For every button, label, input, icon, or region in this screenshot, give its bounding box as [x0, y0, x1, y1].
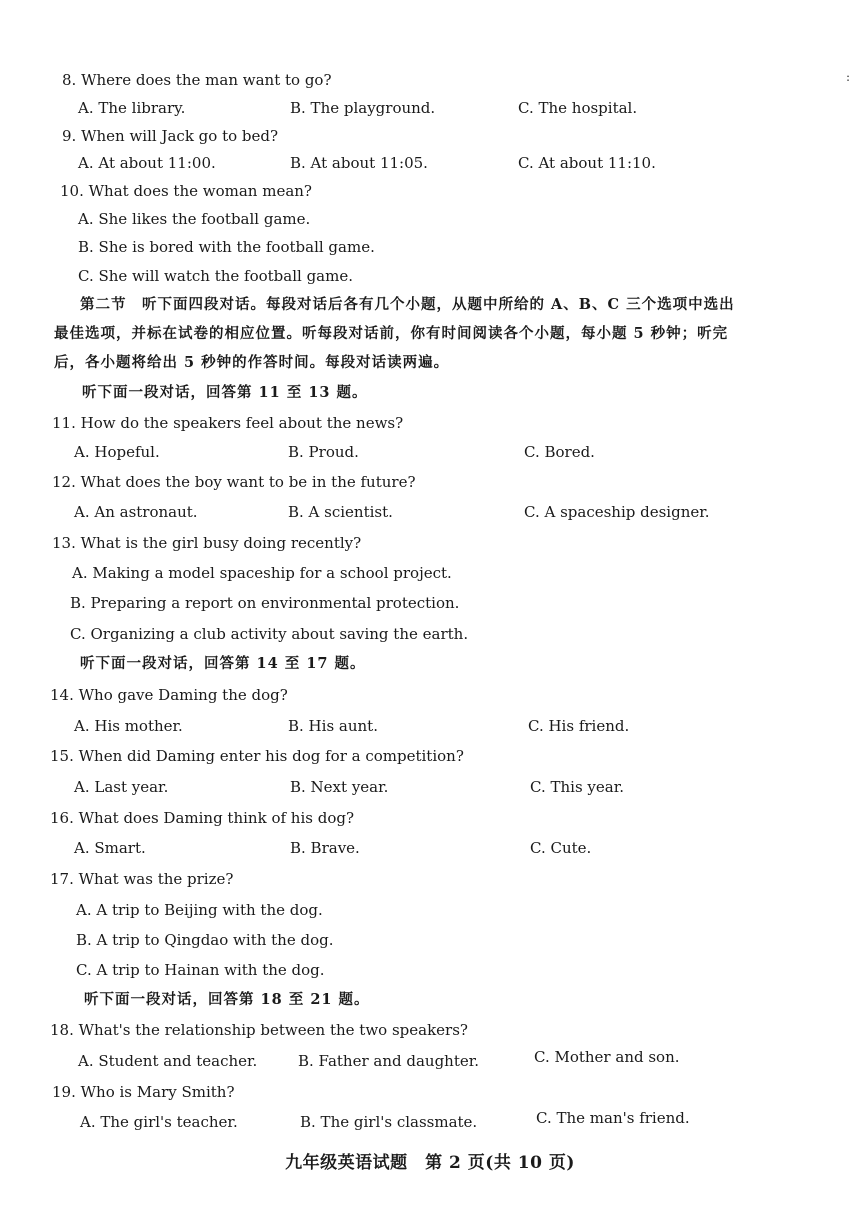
question-15-option-c: C. This year.	[530, 778, 624, 796]
question-18-option-a: A. Student and teacher.	[78, 1052, 258, 1070]
page-footer: 九年级英语试题 第 2 页(共 10 页)	[285, 1153, 575, 1173]
question-12-option-a: A. An astronaut.	[74, 503, 198, 521]
question-17-stem: 17. What was the prize?	[50, 870, 234, 888]
question-15-stem: 15. When did Daming enter his dog for a competition?	[50, 747, 464, 765]
question-17-option-c: C. A trip to Hainan with the dog.	[76, 961, 325, 979]
question-19-stem: 19. Who is Mary Smith?	[52, 1083, 235, 1101]
question-9-option-a: A. At about 11:00.	[78, 154, 216, 172]
question-16-option-b: B. Brave.	[290, 839, 360, 857]
question-13-option-a: A. Making a model spaceship for a school project.	[72, 564, 452, 582]
question-11-option-b: B. Proud.	[288, 443, 359, 461]
question-14-option-b: B. His aunt.	[288, 717, 378, 735]
question-14-stem: 14. Who gave Daming the dog?	[50, 686, 288, 704]
question-13-option-c: C. Organizing a club activity about saving the earth.	[70, 625, 469, 643]
question-18-stem: 18. What's the relationship between the two speakers?	[50, 1021, 468, 1039]
question-11-stem: 11. How do the speakers feel about the news?	[52, 414, 404, 432]
section2-instructions-line2: 最佳选项，并标在试卷的相应位置。听每段对话前，你有时间阅读各个小题，每小题 5 秒钟；听完	[54, 325, 729, 342]
question-8-option-a: A. The library.	[78, 99, 186, 117]
section2-instructions-line3: 后，各小题将给出 5 秒钟的作答时间。每段对话读两遍。	[54, 354, 450, 371]
question-13-option-b: B. Preparing a report on environmental protection.	[70, 594, 460, 612]
question-16-stem: 16. What does Daming think of his dog?	[50, 809, 354, 827]
question-12-stem: 12. What does the boy want to be in the future?	[52, 473, 416, 491]
question-16-option-a: A. Smart.	[74, 839, 146, 857]
dialog-intro-3: 听下面一段对话，回答第 18 至 21 题。	[84, 991, 370, 1008]
question-8-stem: 8. Where does the man want to go?	[62, 71, 332, 89]
question-19-option-b: B. The girl's classmate.	[300, 1113, 478, 1131]
question-9-option-c: C. At about 11:10.	[518, 154, 656, 172]
question-18-option-b: B. Father and daughter.	[298, 1052, 480, 1070]
question-17-option-b: B. A trip to Qingdao with the dog.	[76, 931, 334, 949]
question-10-stem: 10. What does the woman mean?	[60, 182, 312, 200]
question-14-option-c: C. His friend.	[528, 717, 630, 735]
question-19-option-c: C. The man's friend.	[536, 1109, 690, 1127]
question-16-option-c: C. Cute.	[530, 839, 592, 857]
question-15-option-a: A. Last year.	[74, 778, 169, 796]
question-12-option-c: C. A spaceship designer.	[524, 503, 710, 521]
section2-instructions-line1: 第二节 听下面四段对话。每段对话后各有几个小题，从题中所给的 A、B、C 三个选项中选出	[80, 296, 735, 313]
question-10-option-a: A. She likes the football game.	[78, 210, 311, 228]
edge-mark: :	[845, 70, 850, 84]
question-11-option-c: C. Bored.	[524, 443, 595, 461]
question-11-option-a: A. Hopeful.	[74, 443, 160, 461]
question-14-option-a: A. His mother.	[74, 717, 183, 735]
question-15-option-b: B. Next year.	[290, 778, 389, 796]
question-13-stem: 13. What is the girl busy doing recently?	[52, 534, 362, 552]
dialog-intro-1: 听下面一段对话，回答第 11 至 13 题。	[82, 384, 368, 401]
question-12-option-b: B. A scientist.	[288, 503, 393, 521]
question-9-stem: 9. When will Jack go to bed?	[62, 127, 279, 145]
question-17-option-a: A. A trip to Beijing with the dog.	[76, 901, 323, 919]
question-10-option-b: B. She is bored with the football game.	[78, 238, 375, 256]
question-18-option-c: C. Mother and son.	[534, 1048, 680, 1066]
question-8-option-c: C. The hospital.	[518, 99, 638, 117]
question-8-option-b: B. The playground.	[290, 99, 436, 117]
question-9-option-b: B. At about 11:05.	[290, 154, 428, 172]
question-10-option-c: C. She will watch the football game.	[78, 267, 353, 285]
question-19-option-a: A. The girl's teacher.	[80, 1113, 238, 1131]
dialog-intro-2: 听下面一段对话，回答第 14 至 17 题。	[80, 655, 366, 672]
